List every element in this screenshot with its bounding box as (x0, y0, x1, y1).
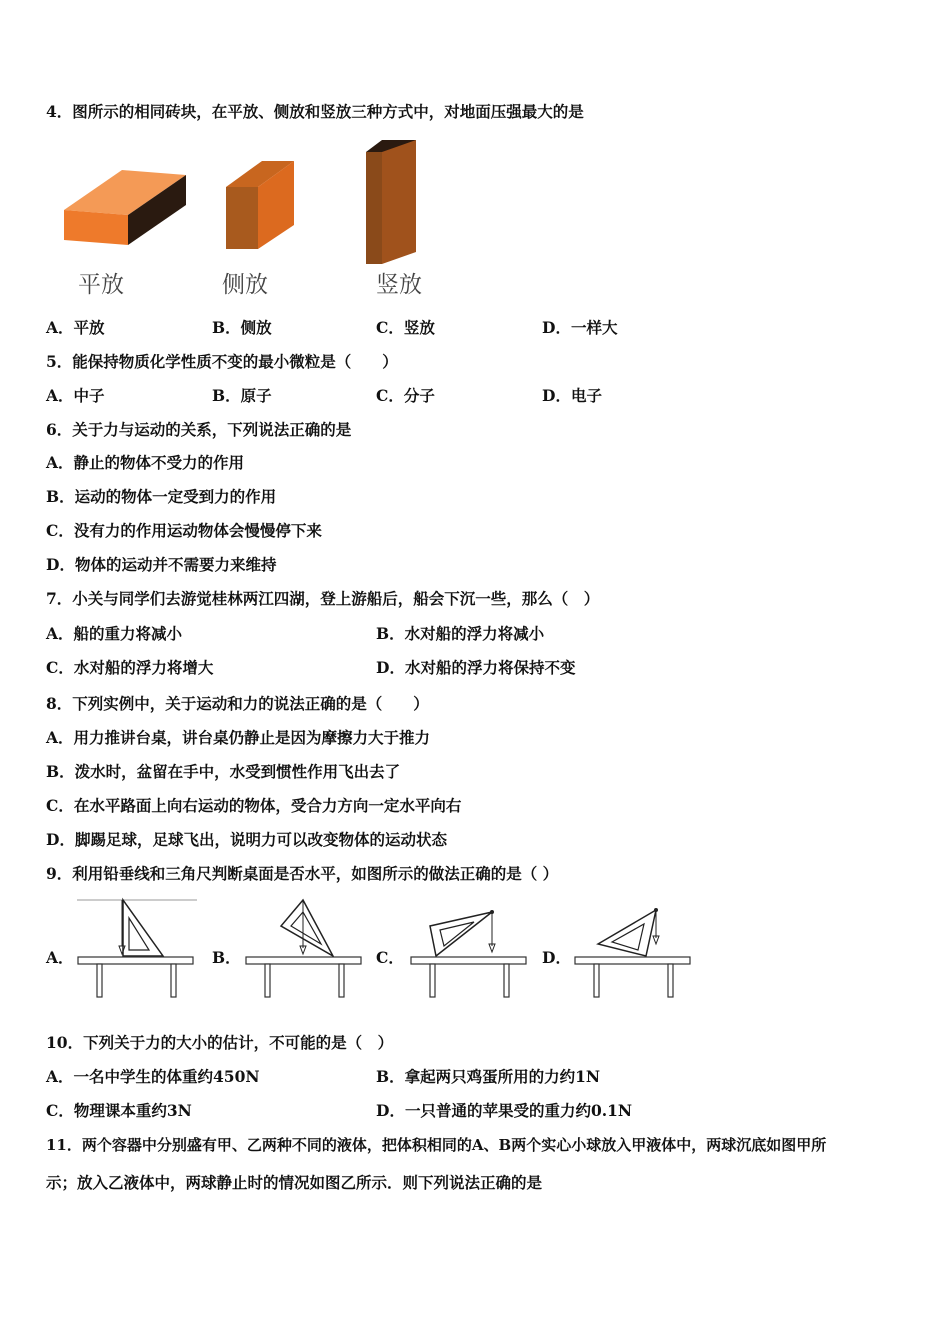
q5-option-d[interactable]: D．电子 (542, 386, 602, 405)
q5-stem: 5．能保持物质化学性质不变的最小微粒是（ ） (46, 352, 398, 371)
q5-option-b[interactable]: B．原子 (212, 386, 272, 405)
q9-stem: 9．利用铅垂线和三角尺判断桌面是否水平，如图所示的做法正确的是（ ） (46, 864, 559, 883)
q9-figure-c (408, 898, 533, 1000)
brick-flat-illustration (60, 165, 190, 250)
q4-option-c[interactable]: C．竖放 (376, 318, 435, 337)
q9-option-b[interactable]: B． (212, 948, 241, 967)
q7-stem: 7．小关与同学们去游觉桂林两江四湖，登上游船后，船会下沉一些，那么（ ） (46, 589, 600, 608)
q8-option-b[interactable]: B．泼水时，盆留在手中，水受到惯性作用飞出去了 (46, 762, 401, 781)
q5-option-c[interactable]: C．分子 (376, 386, 435, 405)
brick-side-illustration (222, 157, 302, 252)
q8-option-c[interactable]: C．在水平路面上向右运动的物体，受合力方向一定水平向右 (46, 796, 462, 815)
q6-option-d[interactable]: D．物体的运动并不需要力来维持 (46, 555, 277, 574)
q9-option-a[interactable]: A． (46, 948, 74, 967)
q9-option-c[interactable]: C． (376, 948, 404, 967)
q10-option-d[interactable]: D．一只普通的苹果受的重力约0.1N (376, 1101, 633, 1120)
caption-upright: 竖放 (376, 272, 422, 298)
q10-option-a[interactable]: A．一名中学生的体重约450N (46, 1067, 260, 1086)
q10-option-c[interactable]: C．物理课本重约3N (46, 1101, 192, 1120)
q7-option-b[interactable]: B．水对船的浮力将减小 (376, 624, 545, 643)
q10-stem: 10．下列关于力的大小的估计，不可能的是（ ） (46, 1033, 394, 1052)
q11-stem-line2: 示；放入乙液体中，两球静止时的情况如图乙所示．则下列说法正确的是 (46, 1173, 543, 1192)
q9-figure-b (243, 898, 368, 1000)
q7-option-a[interactable]: A．船的重力将减小 (46, 624, 183, 643)
q4-option-d[interactable]: D．一样大 (542, 318, 618, 337)
brick-upright-illustration (362, 138, 422, 268)
q9-option-d[interactable]: D． (542, 948, 571, 967)
caption-side: 侧放 (222, 272, 268, 298)
q8-stem: 8．下列实例中，关于运动和力的说法正确的是（ ） (46, 694, 429, 713)
q7-option-d[interactable]: D．水对船的浮力将保持不变 (376, 658, 576, 677)
caption-flat: 平放 (78, 272, 124, 298)
q5-option-a[interactable]: A．中子 (46, 386, 105, 405)
q4-option-b[interactable]: B．侧放 (212, 318, 272, 337)
q11-stem-line1: 11．两个容器中分别盛有甲、乙两种不同的液体，把体积相同的A、B两个实心小球放入甲液体中，两球沉底如图甲所 (46, 1136, 827, 1154)
q7-option-c[interactable]: C．水对船的浮力将增大 (46, 658, 214, 677)
q6-option-a[interactable]: A．静止的物体不受力的作用 (46, 453, 245, 472)
q6-option-c[interactable]: C．没有力的作用运动物体会慢慢停下来 (46, 521, 322, 540)
q6-stem: 6．关于力与运动的关系，下列说法正确的是 (46, 420, 352, 439)
q9-figure-d (572, 898, 697, 1000)
q10-option-b[interactable]: B．拿起两只鸡蛋所用的力约1N (376, 1067, 601, 1086)
q4-stem: 4．图所示的相同砖块，在平放、侧放和竖放三种方式中，对地面压强最大的是 (46, 102, 584, 121)
q8-option-d[interactable]: D．脚踢足球，足球飞出，说明力可以改变物体的运动状态 (46, 830, 447, 849)
q4-option-a[interactable]: A．平放 (46, 318, 105, 337)
q9-figure-a (75, 898, 200, 1000)
q6-option-b[interactable]: B．运动的物体一定受到力的作用 (46, 487, 277, 506)
q8-option-a[interactable]: A．用力推讲台桌，讲台桌仍静止是因为摩擦力大于推力 (46, 728, 431, 747)
